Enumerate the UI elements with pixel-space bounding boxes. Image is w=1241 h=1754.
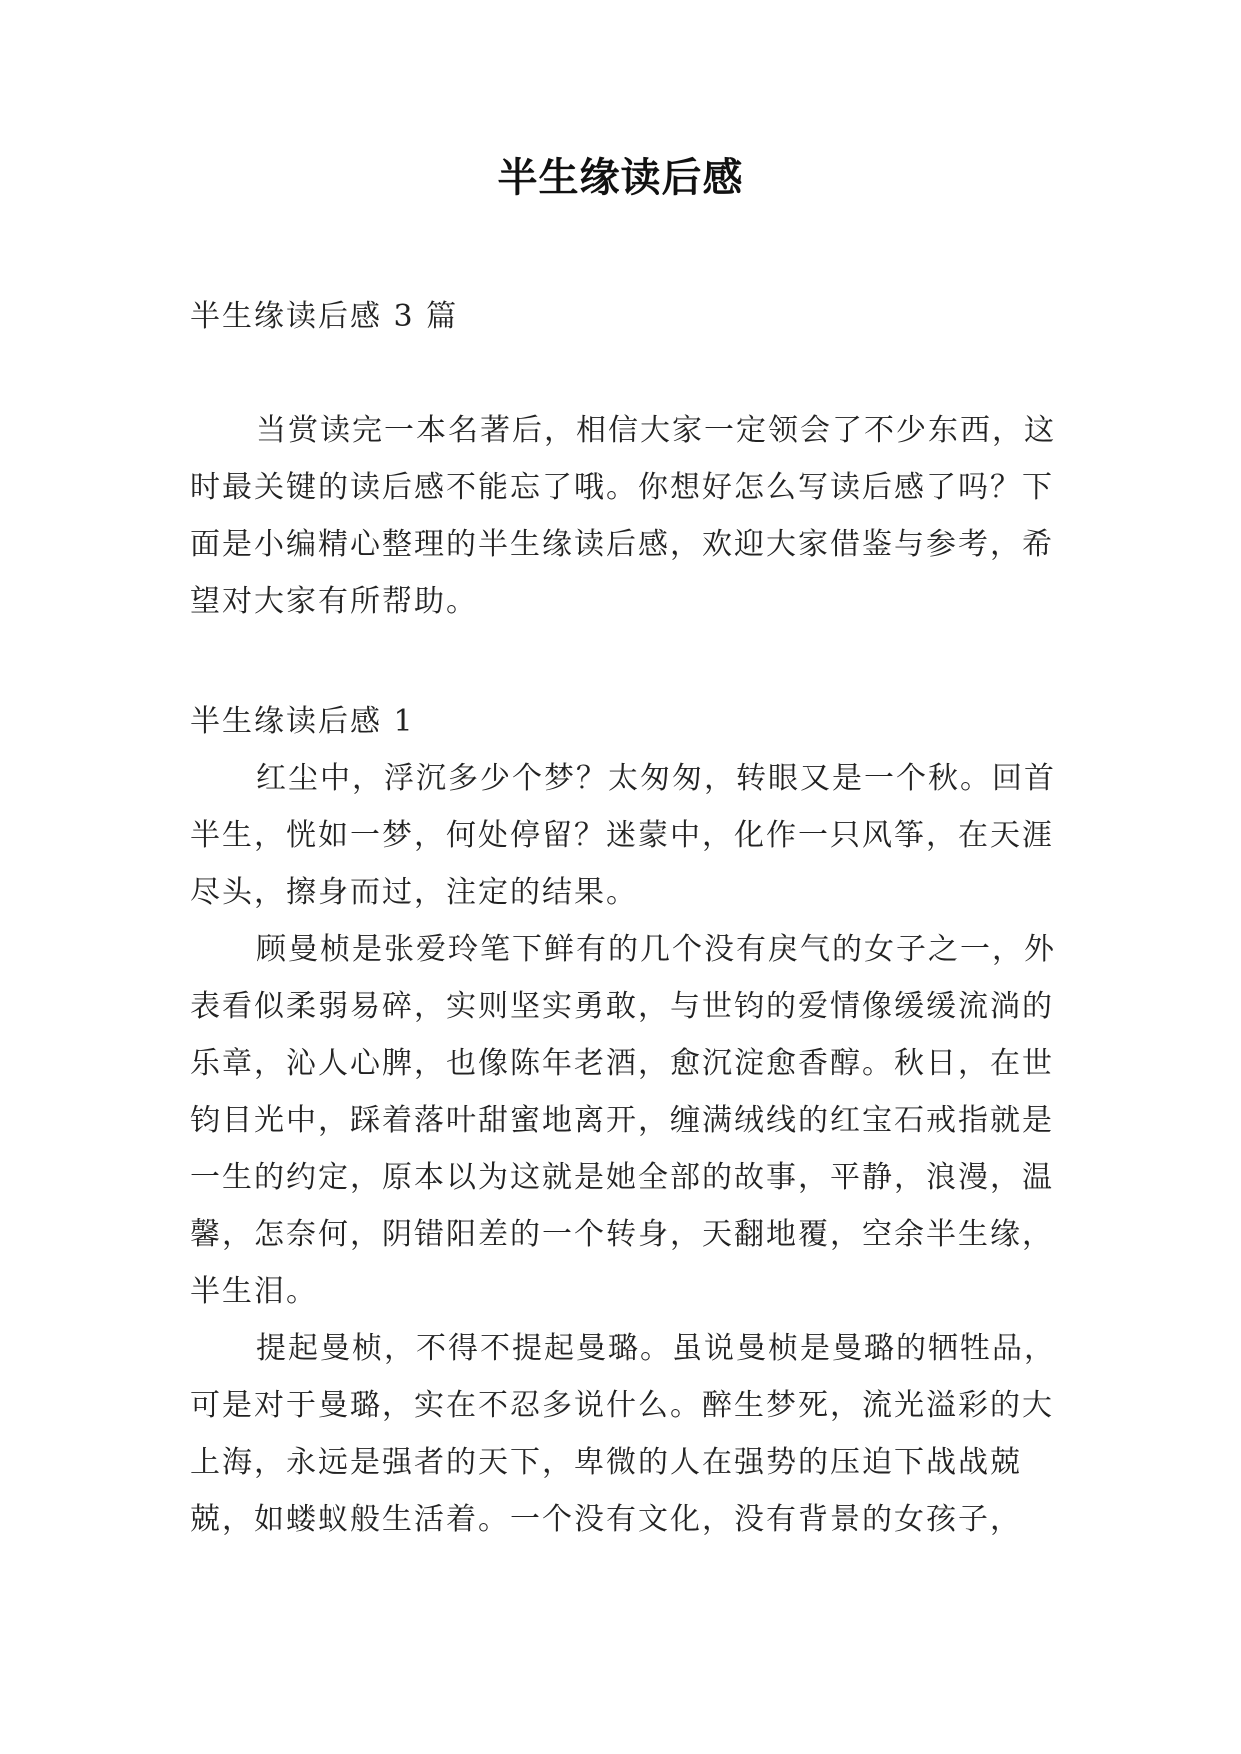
intro-paragraph: 当赏读完一本名著后，相信大家一定领会了不少东西，这时最关键的读后感不能忘了哦。你想好怎么写读后感了吗？下面是小编精心整理的半生缘读后感，欢迎大家借鉴与参考，希望对大家有所帮助。 — [190, 413, 1056, 619]
section-paragraph: 顾曼桢是张爱玲笔下鲜有的几个没有戾气的女子之一，外表看似柔弱易碎，实则坚实勇敢，与世钧的爱情像缓缓流淌的乐章，沁人心脾，也像陈年老酒，愈沉淀愈香醇。秋日，在世钧目光中，踩着落叶甜蜜地离开，缠满绒线的红宝石戒指就是一生的约定，原本以为这就是她全部的故事，平静，浪漫，温馨，怎奈何，阴错阳差的一个转身，天翻地覆，空余半生缘，半生泪。 — [190, 932, 1056, 1309]
section-paragraph: 提起曼桢，不得不提起曼璐。虽说曼桢是曼璐的牺牲品，可是对于曼璐，实在不忍多说什么。醉生梦死，流光溢彩的大上海，永远是强者的天下，卑微的人在强势的压迫下战战兢兢，如蝼蚁般生活着。一个没有文化，没有背景的女孩子， — [190, 1331, 1056, 1537]
section-paragraph: 红尘中，浮沉多少个梦？太匆匆，转眼又是一个秋。回首半生，恍如一梦，何处停留？迷蒙中，化作一只风筝，在天涯尽头，擦身而过，注定的结果。 — [190, 761, 1056, 910]
document-subtitle: 半生缘读后感 3 篇 — [190, 299, 459, 334]
section-heading: 半生缘读后感 1 — [190, 704, 415, 739]
document-title: 半生缘读后感 — [497, 155, 744, 201]
essay-section — [190, 693, 1070, 1548]
